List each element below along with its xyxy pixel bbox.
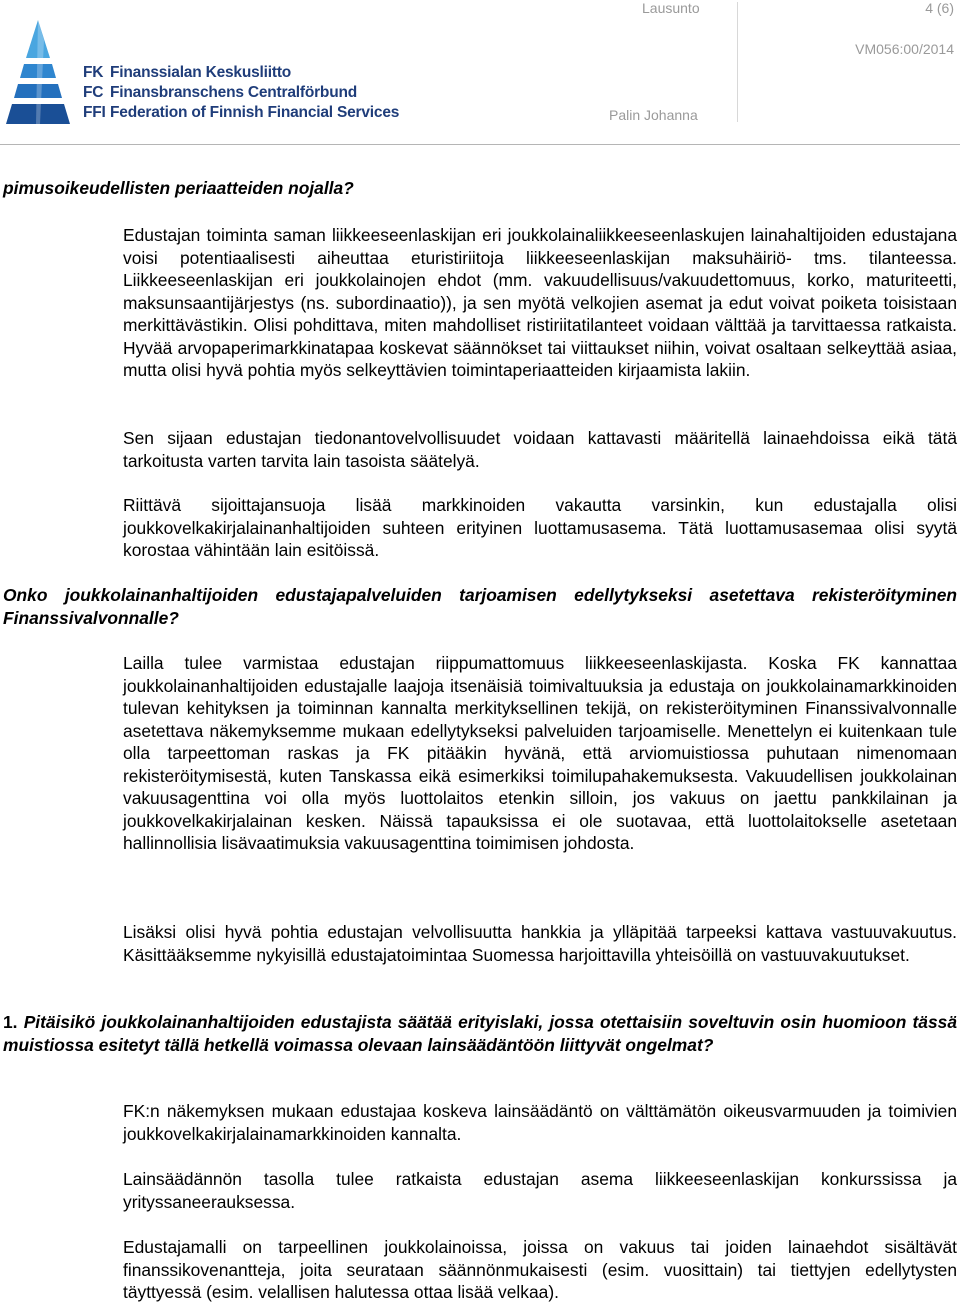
paragraph-disclosure: Sen sijaan edustajan tiedonantovelvollisuudet voidaan kattavasti määritellä lainaehdoissa eikä tätä tarkoitusta varten tarvita lain tasoista säätelyä. — [123, 428, 957, 471]
logo-line-fk: FK Finanssialan Keskusliitto — [83, 64, 292, 81]
header-divider — [737, 2, 738, 122]
question-registration: Onko joukkolainanhaltijoiden edustajapalveluiden tarjoamisen edellytykseksi asetettava rekisteröityminen Finanssivalvonnalle? — [3, 585, 957, 628]
reference-number: VM056:00/2014 — [855, 41, 954, 57]
paragraph-representative-model: Edustajamalli on tarpeellinen joukkolainoissa, joissa on vakuus tai joiden lainaehdot sisältävät finanssikovenantteja, joita seurataan säännönmukaisesti (esim. vuosittain) tai tiettyjen edellytysten täyttyessä (esim. velallisen halutessa ottaa lisää velkaa). — [123, 1237, 957, 1302]
paragraph-legal-certainty: FK:n näkemyksen mukaan edustajaa koskeva lainsäädäntö on välttämätön oikeusvarmuuden ja toimivien joukkovelkakirjalainamarkkinoiden kannalta. — [123, 1101, 957, 1144]
question-special-law — [3, 1011, 957, 1056]
page-number: 4 (6) — [925, 0, 954, 16]
paragraph-investor-protection: Riittävä sijoittajansuoja lisää markkinoiden vakautta varsinkin, kun edustajalla olisi joukkovelkakirjalainanhaltijoiden suhteen erityinen luottamusasema. Tätä luottamusasemaa olisi syytä korostaa vähintään lain esitöissä. — [123, 495, 957, 560]
question-continuation: pimusoikeudellisten periaatteiden nojalla? — [3, 178, 354, 198]
logo-line-fc: FC Finansbranschens Centralförbund — [83, 84, 357, 101]
header-rule — [0, 144, 960, 145]
logo-line-ffi: FFI Federation of Finnish Financial Services — [83, 104, 400, 121]
paragraph-independence: Lailla tulee varmistaa edustajan riippumattomuus liikkeeseenlaskijasta. Koska FK kannattaa joukkolainanhaltijoiden edustajalle laajoja itsenäisiä toimivaltuuksia ja edustaja on joukkolainamarkkinoiden tulevan kehityksen ja toiminnan kannalta merkityksellinen tekijä, on rekisteröityminen Finanssivalvonnalle asetettava näkemyksemme mukaan edellytykseksi palveluiden tarjoamiselle. Menettelyn ei kuitenkaan tule olla tarpeettoman raskas ja FK pitääkin hyvänä, että arviomuistiossa puhutaan nimenomaan rekisteröitymisestä, kuten Tanskassa eikä esimerkiksi toimilupahakemuksesta. Vakuudellisen joukkolainan vakuusagenttina voi olla myös luottolaitos etenkin silloin, jos vakuus on jaettu pankkilainan ja joukkovelkakirjalainan kesken. Näissä tapauksissa ei ole suotavaa, että luottolaitokselle asetetaan hallinnollisia lisävaatimuksia vakuusagenttina toimimisen johdosta. — [123, 653, 957, 853]
document-type: Lausunto — [642, 0, 700, 16]
fk-logo-text — [83, 64, 399, 124]
paragraph-bankruptcy: Lainsäädännön tasolla tulee ratkaista edustajan asema liikkeeseenlaskijan konkurssissa ja yrityssaneerauksessa. — [123, 1169, 957, 1212]
fk-logo-mark — [0, 20, 76, 126]
author-name: Palin Johanna — [609, 107, 698, 123]
question-number: 1. — [3, 1012, 18, 1032]
paragraph-insurance: Lisäksi olisi hyvä pohtia edustajan velvollisuutta hankkia ja ylläpitää tarpeeksi kattava vastuuvakuutus. Käsittääksemme nykyisillä edustajatoimintaa Suomessa harjoittavilla yhteisöillä on vastuuvakuutukset. — [123, 922, 957, 965]
question-text: Pitäisikö joukkolainanhaltijoiden edustajista säätää erityislaki, jossa otettaisiin soveltuvin osin huomioon tässä muistiossa esitetyt tällä hetkellä voimassa olevaan lainsäädäntöön liittyvät ongelmat? — [3, 1012, 957, 1055]
paragraph-conflicts: Edustajan toiminta saman liikkeeseenlaskijan eri joukkolainaliikkeeseenlaskujen lainahaltijoiden edustajana voisi potentiaalisesti aiheuttaa eturistiriitoja liikkeeseenlaskijan maksuhäiriö- tms. tilanteessa. Liikkeeseenlaskijan eri joukkolainojen ehdot (mm. vakuudellisuus/vakuudettomuus, korko, maturiteetti, maksunsaantijärjestys (ns. subordinaatio)), ja sen myötä velkojien asemat ja edut voivat poiketa toisistaan merkittävästikin. Olisi pohdittava, miten mahdolliset ristiriitatilanteet voidaan välttää ja tarvittaessa ratkaista. Hyvää arvopaperimarkkinatapaa koskevat säännökset tai viittaukset niihin, voivat osaltaan selkeyttää asiaa, mutta olisi hyvä pohtia myös selkeyttävien toimintaperiaatteiden kirjaamista lakiin. — [123, 225, 957, 380]
